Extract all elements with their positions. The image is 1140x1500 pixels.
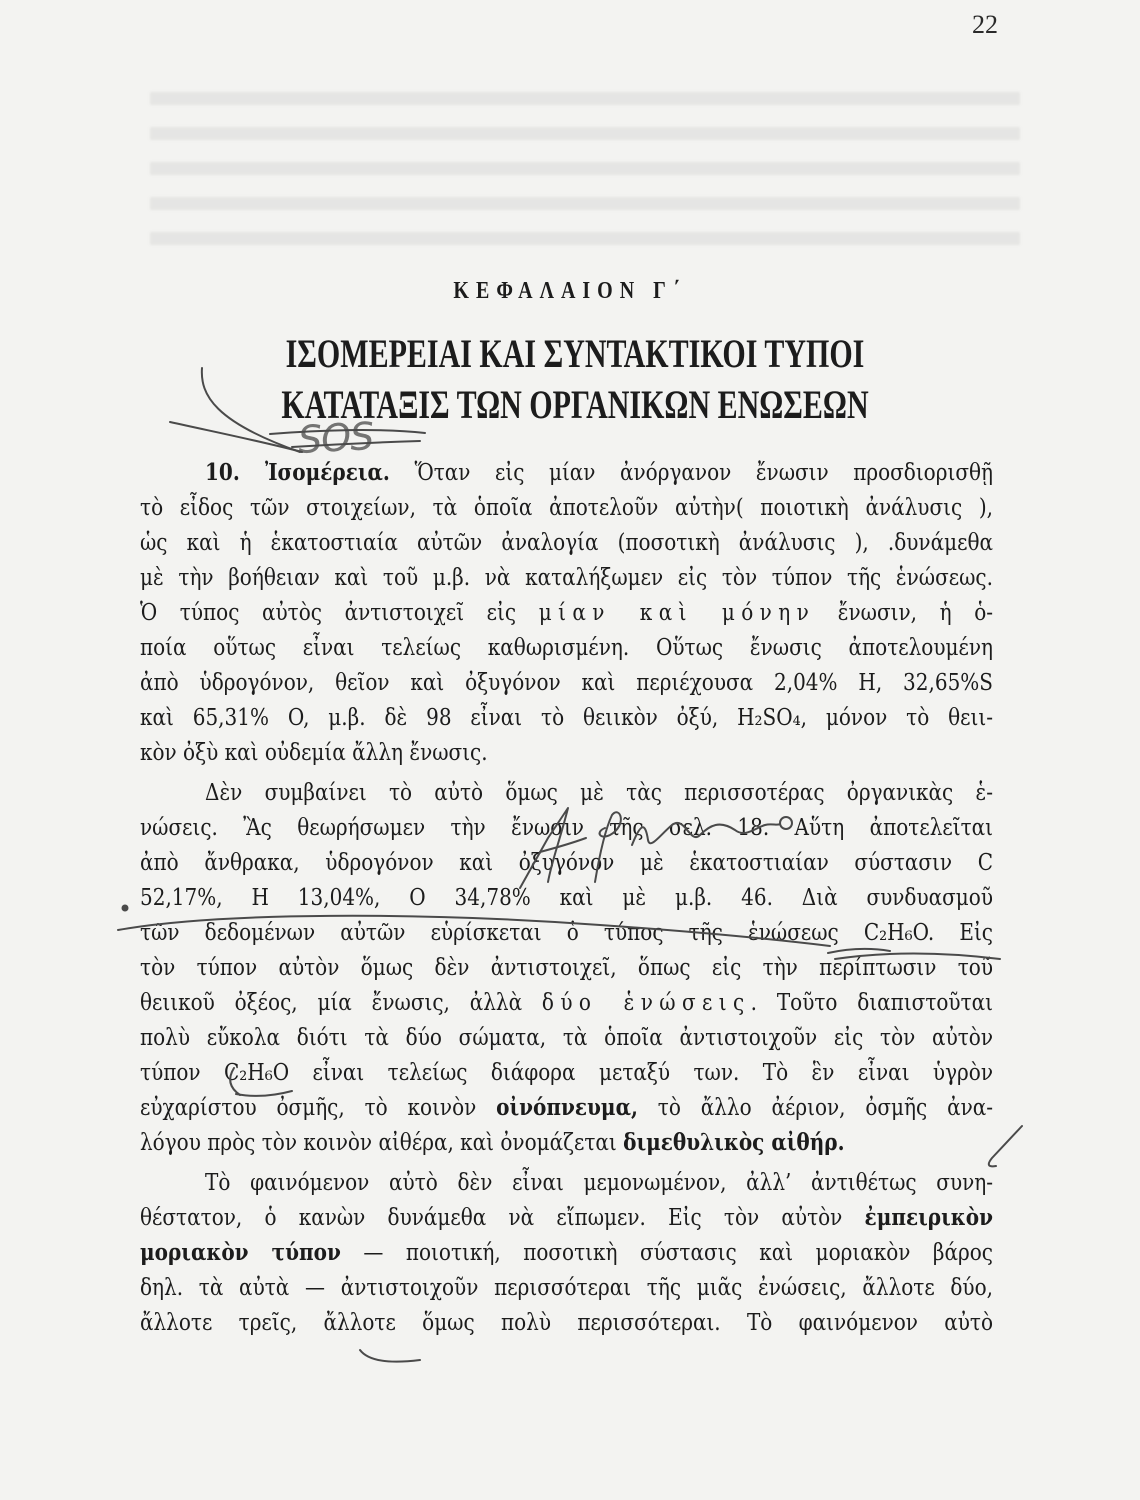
text-run: 52,17%, H 13,04%, O 34,78% καὶ μὲ μ.β. 46. Διὰ συνδυασμοῦ [140,882,993,912]
handwritten-note: SOS [296,414,375,462]
text-run: θέστατον, ὁ κανὼν δυνάμεθα νὰ εἴπωμεν. Εἰς τὸν αὐτὸν [140,1202,865,1232]
text-run: τὸν τύπον αὐτὸν ὅμως δὲν ἀντιστοιχεῖ, ὅπως εἰς τὴν περίπτωσιν τοῦ [140,952,993,982]
pencil-dot [123,906,128,911]
text-run: νώσεις. Ἂς θεωρήσωμεν τὴν ἔνωσιν τῆς σελ. 18. Αὕτη ἀποτελεῖται [140,812,993,842]
text-run: λόγου πρὸς τὸν κοινὸν αἰθέρα, καὶ ὀνομάζεται [140,1127,624,1157]
text-run: ὡς καὶ ἡ ἑκατοστιαία αὐτῶν ἀναλογία (ποσοτικὴ ἀνάλυσις ), .δυνάμεθα [140,527,993,557]
text-run: πολὺ εὔκολα διότι τὰ δύο σώματα, τὰ ὁποῖα ἀντιστοιχοῦν εἰς τὸν αὐτὸν [140,1022,993,1052]
page-number: 22 [972,10,998,39]
text-run: τὸ εἶδος τῶν στοιχείων, τὰ ὁποῖα ἀποτελοῦν αὐτὴν( ποιοτικὴ ἀνάλυσις ), [140,492,993,522]
text-run: μὲ τὴν βοήθειαν καὶ τοῦ μ.β. νὰ καταλήξωμεν εἰς τὸν τύπον τῆς ἑνώσεως. [140,562,993,592]
text-run: καὶ 65,31% O, μ.β. δὲ 98 εἶναι τὸ θειικὸν ὀξύ, H₂SO₄, μόνον τὸ θειι- [140,702,993,732]
paragraph [140,775,993,1160]
text-run: Ὁ τύπος αὐτὸς ἀντιστοιχεῖ εἰς [140,597,539,627]
chapter-title-line-2: ΚΑΤΑΤΑΞΙΣ ΤΩΝ ΟΡΓΑΝΙΚΩΝ ΕΝΩΣΕΩΝ [281,383,869,428]
chapter-title-line-1: ΙΣΟΜΕΡΕΙΑΙ ΚΑΙ ΣΥΝΤΑΚΤΙΚΟΙ ΤΥΠΟΙ [285,332,865,377]
text-run: θειικοῦ ὀξέος, μία ἔνωσις, ἀλλὰ [140,987,542,1017]
text-run: ἔνωσιν, ἡ ὁ- [815,597,993,627]
text-run: ἀπὸ ὑδρογόνον, θεῖον καὶ ὀξυγόνον καὶ περιέχουσα 2,04% H, 32,65%S [140,667,993,697]
text-line [140,1302,993,1343]
bold-term: οἰνόπνευμα, [496,1092,638,1122]
text-run: ἄλλοτε τρεῖς, ἄλλοτε ὅμως πολὺ περισσότεραι. Τὸ φαινόμενον αὐτὸ [140,1307,993,1337]
text-run: εὐχαρίστου ὀσμῆς, τὸ κοινὸν [140,1092,497,1122]
spaced-emphasis: δύο ἑνώσεις [541,987,751,1017]
paragraph [140,455,993,770]
text-run: κὸν ὀξὺ καὶ οὐδεμία ἄλλη ἔνωσις. [140,737,488,767]
pencil-check-mark [989,1126,1022,1166]
text-run: τύπον C₂H₆O εἶναι τελείως διάφορα μεταξύ των. Τὸ ἓν εἶναι ὑγρὸν [140,1057,993,1087]
bold-term: διμεθυλικὸς αἰθήρ. [623,1127,845,1157]
text-run: τῶν δεδομένων αὐτῶν εὑρίσκεται ὁ τύπος τῆς ἑνώσεως C₂H₆O. Εἰς [140,917,993,947]
bold-term: 10. Ἰσομέρεια. [205,457,390,487]
text-line [140,1122,993,1163]
paragraph [140,1165,993,1340]
text-run: Τὸ φαινόμενον αὐτὸ δὲν εἶναι μεμονωμένον, ἀλλ’ ἀντιθέτως συνη- [205,1167,993,1197]
text-run: ἀπὸ ἄνθρακα, ὑδρογόνον καὶ ὀξυγόνον μὲ ἑκατοστιαίαν σύστασιν C [140,847,993,877]
bold-term: μοριακὸν τύπον [140,1237,341,1267]
body-text [140,455,993,1340]
pencil-squiggle [360,1350,420,1362]
text-run: Ὅταν εἰς μίαν ἀνόργανον ἔνωσιν προσδιορισθῇ [389,457,994,487]
text-run: ποία οὕτως εἶναι τελείως καθωρισμένη. Οὕτως ἔνωσις ἀποτελουμένη [140,632,993,662]
text-run: — ποιοτική, ποσοτικὴ σύστασις καὶ μοριακὸν βάρος [340,1237,993,1267]
text-line [140,732,993,773]
bold-term: ἐμπειρικὸν [864,1202,993,1232]
show-through-shadow [150,92,1020,267]
text-run: . Τοῦτο διαπιστοῦται [750,987,993,1017]
text-run: τὸ ἄλλο ἀέριον, ὀσμῆς ἀνα- [637,1092,993,1122]
text-run: δηλ. τὰ αὐτὰ — ἀντιστοιχοῦν περισσότεραι τῆς μιᾶς ἐνώσεις, ἄλλοτε δύο, [140,1272,993,1302]
spaced-emphasis: μίαν καὶ μόνην [538,597,816,627]
chapter-label: ΚΕΦΑΛΑΙΟΝ Γ΄ [453,277,687,305]
text-run: Δὲν συμβαίνει τὸ αὐτὸ ὅμως μὲ τὰς περισσοτέρας ὀργανικὰς ἑ- [205,777,993,807]
